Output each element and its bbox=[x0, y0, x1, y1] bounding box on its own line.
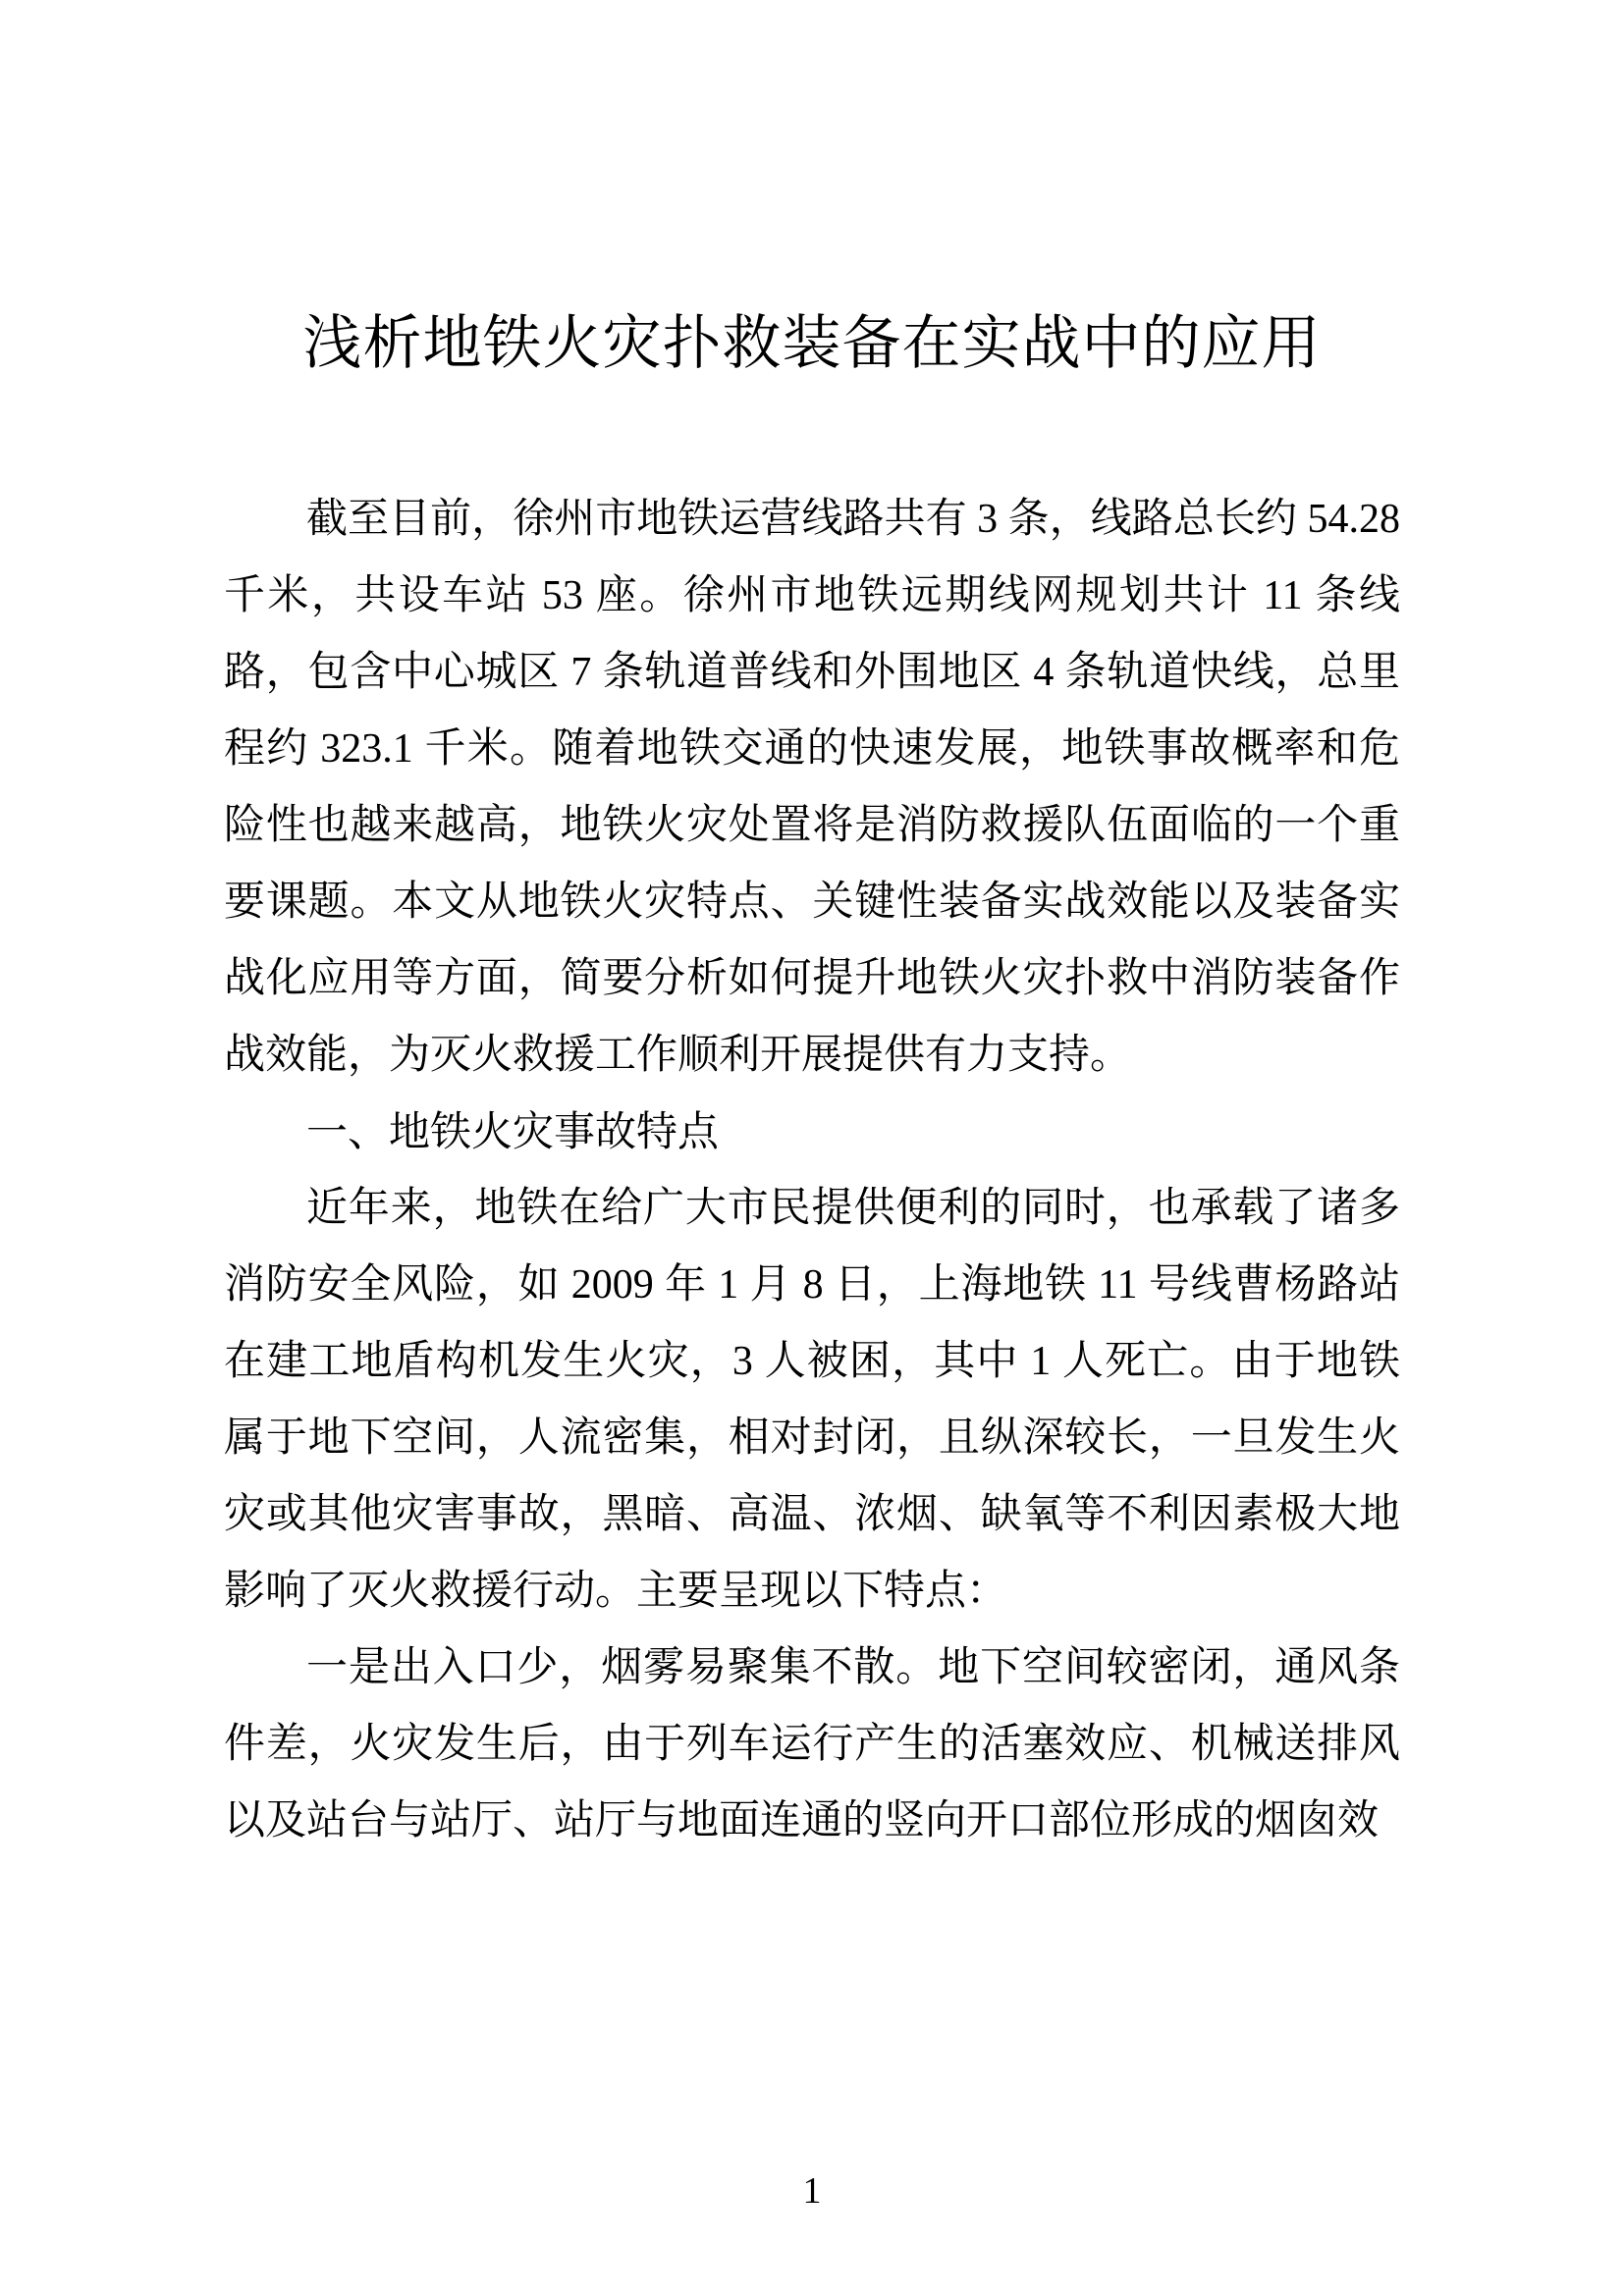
document-title: 浅析地铁火灾扑救装备在实战中的应用 bbox=[302, 311, 1322, 376]
section-heading-1: 一、地铁火灾事故特点 bbox=[306, 1108, 720, 1154]
paragraph-risk-overview: 近年来，地铁在给广大市民提供便利的同时，也承载了诸多消防安全风险，如 2009 年 1 月 8 日，上海地铁 11 号线曹杨路站在建工地盾构机发生火灾，3 人被困，其中 1 人死亡。由于地铁属于地下空间，人流密集，相对封闭，且纵深较长，一旦发生火灾或其他灾害事故，黑暗、高温、浓烟、缺氧等不利因素极大地影响了灭火救援行动。主要呈现以下特点： bbox=[224, 1186, 1400, 1614]
page-number: 1 bbox=[802, 2170, 822, 2212]
paragraph-intro: 截至目前，徐州市地铁运营线路共有 3 条，线路总长约 54.28 千米，共设车站 53 座。徐州市地铁远期线网规划共计 11 条线路，包含中心城区 7 条轨道普线和外围地区 4 条轨道快线，总里程约 323.1 千米。随着地铁交通的快速发展，地铁事故概率和危险性也越来越高，地铁火灾处置将是消防救援队伍面临的一个重要课题。本文从地铁火灾特点、关键性装备实战效能以及装备实战化应用等方面，简要分析如何提升地铁火灾扑救中消防装备作战效能，为灭火救援工作顺利开展提供有力支持。 bbox=[224, 497, 1400, 1078]
paragraph-feature-one: 一是出入口少，烟雾易聚集不散。地下空间较密闭，通风条件差，火灾发生后，由于列车运行产生的活塞效应、机械送排风以及站台与站厅、站厅与地面连通的竖向开口部位形成的烟囱效 bbox=[224, 1645, 1400, 1843]
